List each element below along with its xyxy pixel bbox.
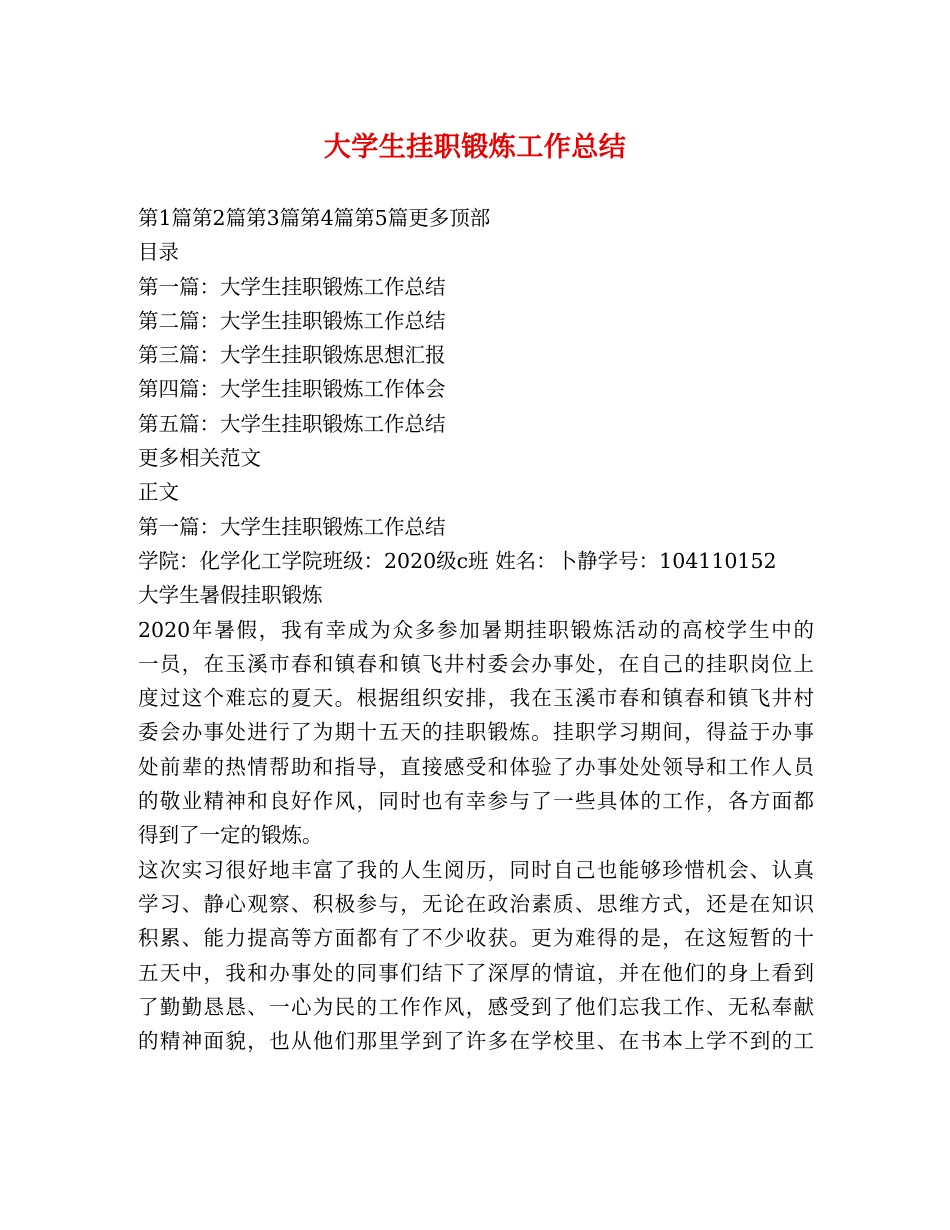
body-heading: 正文 xyxy=(138,480,179,505)
toc-item: 第四篇：大学生挂职锻炼工作体会 xyxy=(138,377,446,402)
paragraph-line: 一员，在玉溪市春和镇春和镇飞井村委会办事处，在自己的挂职岗位上 xyxy=(138,651,814,676)
toc-item: 第二篇：大学生挂职锻炼工作总结 xyxy=(138,308,446,333)
paragraph-line: 的精神面貌，也从他们那里学到了许多在学校里、在书本上学不到的工 xyxy=(138,1029,814,1054)
document-title: 大学生挂职锻炼工作总结 xyxy=(323,132,627,163)
paragraph-line: 了勤勤恳恳、一心为民的工作作风，感受到了他们忘我工作、无私奉献 xyxy=(138,994,814,1019)
paragraph-line: 学习、静心观察、积极参与，无论在政治素质、思维方式，还是在知识 xyxy=(138,891,814,916)
paragraph-line: 2020年暑假，我有幸成为众多参加暑期挂职锻炼活动的高校学生中的 xyxy=(138,617,814,642)
paragraph-line: 积累、能力提高等方面都有了不少收获。更为难得的是，在这短暂的十 xyxy=(138,926,814,951)
paragraph-line: 这次实习很好地丰富了我的人生阅历，同时自己也能够珍惜机会、认真 xyxy=(138,857,814,882)
paragraph-line: 五天中，我和办事处的同事们结下了深厚的情谊，并在他们的身上看到 xyxy=(138,960,814,985)
more-related-label: 更多相关范文 xyxy=(138,446,261,471)
toc-heading: 目录 xyxy=(138,240,179,265)
toc-item: 第五篇：大学生挂职锻炼工作总结 xyxy=(138,411,446,436)
article-subtitle: 大学生暑假挂职锻炼 xyxy=(138,583,323,608)
toc-item: 第三篇：大学生挂职锻炼思想汇报 xyxy=(138,343,446,368)
toc-item: 第一篇：大学生挂职锻炼工作总结 xyxy=(138,274,446,299)
author-info-line: 学院：化学化工学院班级：2020级c班 姓名：卜静学号：104110152 xyxy=(138,548,777,573)
paragraph-line: 度过这个难忘的夏天。根据组织安排，我在玉溪市春和镇春和镇飞井村 xyxy=(138,686,814,711)
article-heading: 第一篇：大学生挂职锻炼工作总结 xyxy=(138,514,446,539)
paragraph-line: 的敬业精神和良好作风，同时也有幸参与了一些具体的工作，各方面都 xyxy=(138,789,814,814)
paragraph-line: 得到了一定的锻炼。 xyxy=(138,823,323,848)
document-body xyxy=(138,201,814,1058)
paragraph-line: 处前辈的热情帮助和指导，直接感受和体验了办事处处领导和工作人员 xyxy=(138,754,814,779)
paragraph-line: 委会办事处进行了为期十五天的挂职锻炼。挂职学习期间，得益于办事 xyxy=(138,720,814,745)
navigation-line: 第1篇第2篇第3篇第4篇第5篇更多顶部 xyxy=(138,206,491,230)
